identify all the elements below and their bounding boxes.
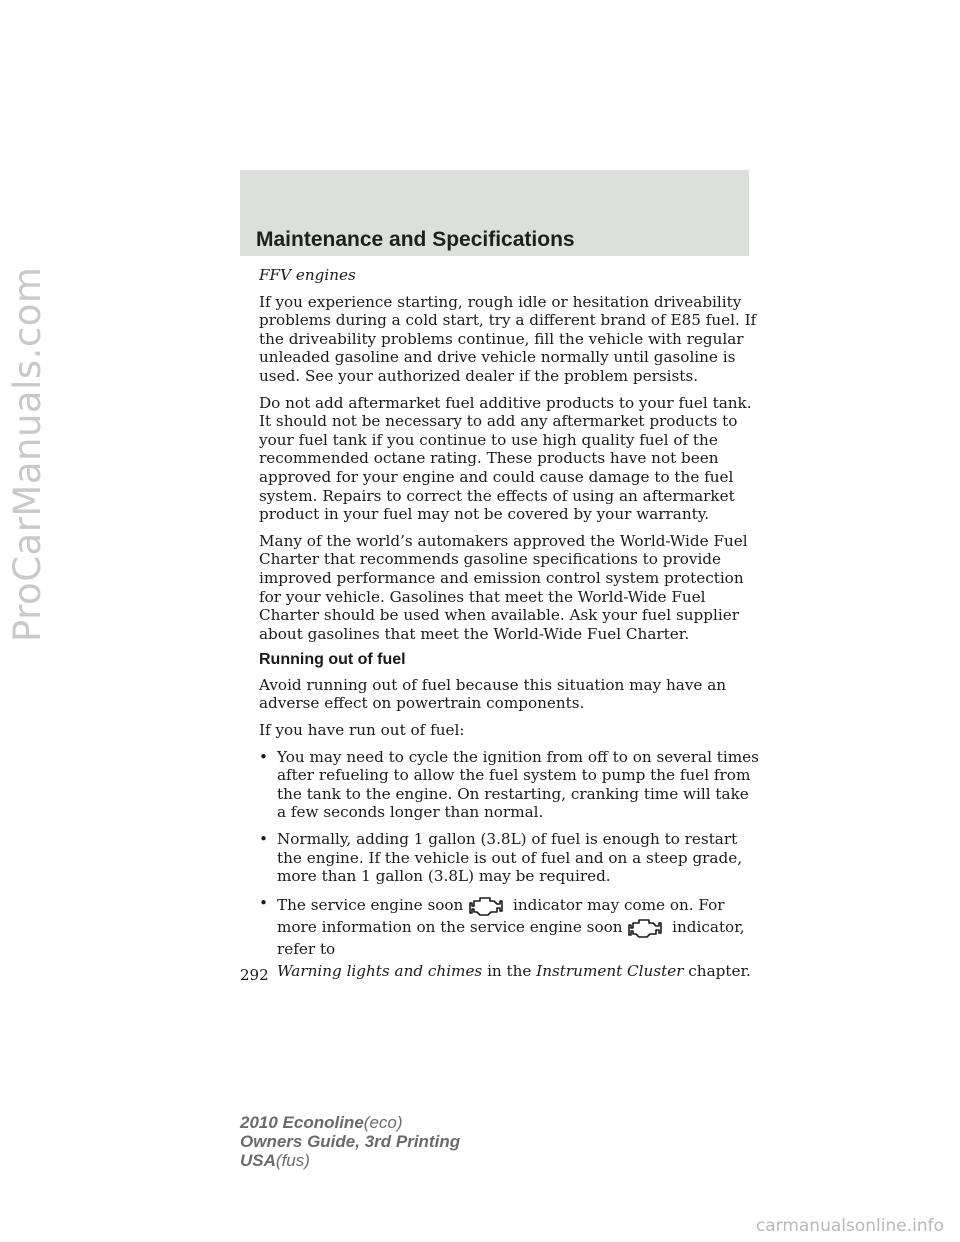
list-item: [259, 748, 759, 822]
bullet-text-segment: in the: [487, 961, 532, 980]
list-item: [259, 830, 759, 886]
bullet-text-segment: indicator may come on. For more information on the service engine soon: [277, 895, 725, 936]
bullet-text-segment: The service engine soon: [277, 895, 464, 914]
check-engine-icon: [468, 894, 508, 916]
footer-edition: Owners Guide, 3rd Printing: [240, 1132, 461, 1151]
bullet-marker: •: [259, 893, 268, 912]
ffv-subheading: FFV engines: [259, 266, 356, 284]
list-item: [259, 894, 759, 982]
footer-model: 2010 Econoline: [240, 1113, 364, 1132]
page-content: [259, 266, 759, 990]
bullet-text: You may need to cycle the ignition from off to on several times after refueling to allow the fuel system to pump the fuel from the tank to the engine. On restarting, cranking time will take a few seconds longer than normal.: [277, 747, 759, 822]
check-engine-icon: [627, 916, 667, 938]
bottom-watermark: carmanualsonline.info: [755, 1216, 944, 1236]
footer-region-code: (fus): [275, 1151, 310, 1170]
section-heading-running-out: Running out of fuel: [259, 651, 406, 669]
paragraph-avoid-running-out: Avoid running out of fuel because this situation may have an adverse effect on powertrain components.: [259, 675, 727, 713]
page-number: 292: [240, 966, 269, 984]
bullet-marker: •: [259, 747, 268, 766]
bullet-marker: •: [259, 830, 268, 849]
side-watermark: ProCarManuals.com: [6, 266, 49, 642]
page-title: Maintenance and Specifications: [256, 228, 575, 251]
footer-region: USA: [240, 1151, 276, 1170]
paragraph-fuel-charter: Many of the world’s automakers approved the World-Wide Fuel Charter that recommends gasoline specifications to provide improved performance and emission control system protection for your vehicle. Gasolines that meet the World-Wide Fuel Charter should be used when available. Ask your fuel supplier about gasolines that meet the World-Wide Fuel Charter.: [259, 531, 748, 643]
bullet-text: [277, 894, 759, 982]
cross-reference: Warning lights and chimes: [277, 961, 483, 980]
paragraph-if-run-out: If you have run out of fuel:: [259, 721, 465, 740]
paragraph-aftermarket-additives: Do not add aftermarket fuel additive products to your fuel tank. It should not be necessary to add any aftermarket products to your fuel tank if you continue to use high quality fuel of the recommended octane rating. These products have not been approved for your engine and could cause damage to the fuel system. Repairs to correct the effects of using an aftermarket product in your fuel may not be covered by your warranty.: [259, 393, 752, 524]
bullet-text: Normally, adding 1 gallon (3.8L) of fuel is enough to restart the engine. If the vehicle is out of fuel and on a steep grade, more than 1 gallon (3.8L) may be required.: [277, 830, 743, 886]
bullet-text-segment: chapter.: [688, 961, 751, 980]
bullet-text-segment: indicator, refer to: [277, 917, 745, 958]
run-out-bullet-list: [259, 748, 759, 982]
footer-printing-info: [240, 1113, 460, 1170]
cross-reference: Instrument Cluster: [536, 961, 684, 980]
footer-model-code: (eco): [363, 1113, 403, 1132]
paragraph-ffv-driveability: If you experience starting, rough idle or hesitation driveability problems during a cold start, try a different brand of E85 fuel. If the driveability problems continue, fill the vehicle with regular unleaded gasoline and drive vehicle normally until gasoline is used. See your authorized dealer if the problem persists.: [259, 292, 757, 385]
